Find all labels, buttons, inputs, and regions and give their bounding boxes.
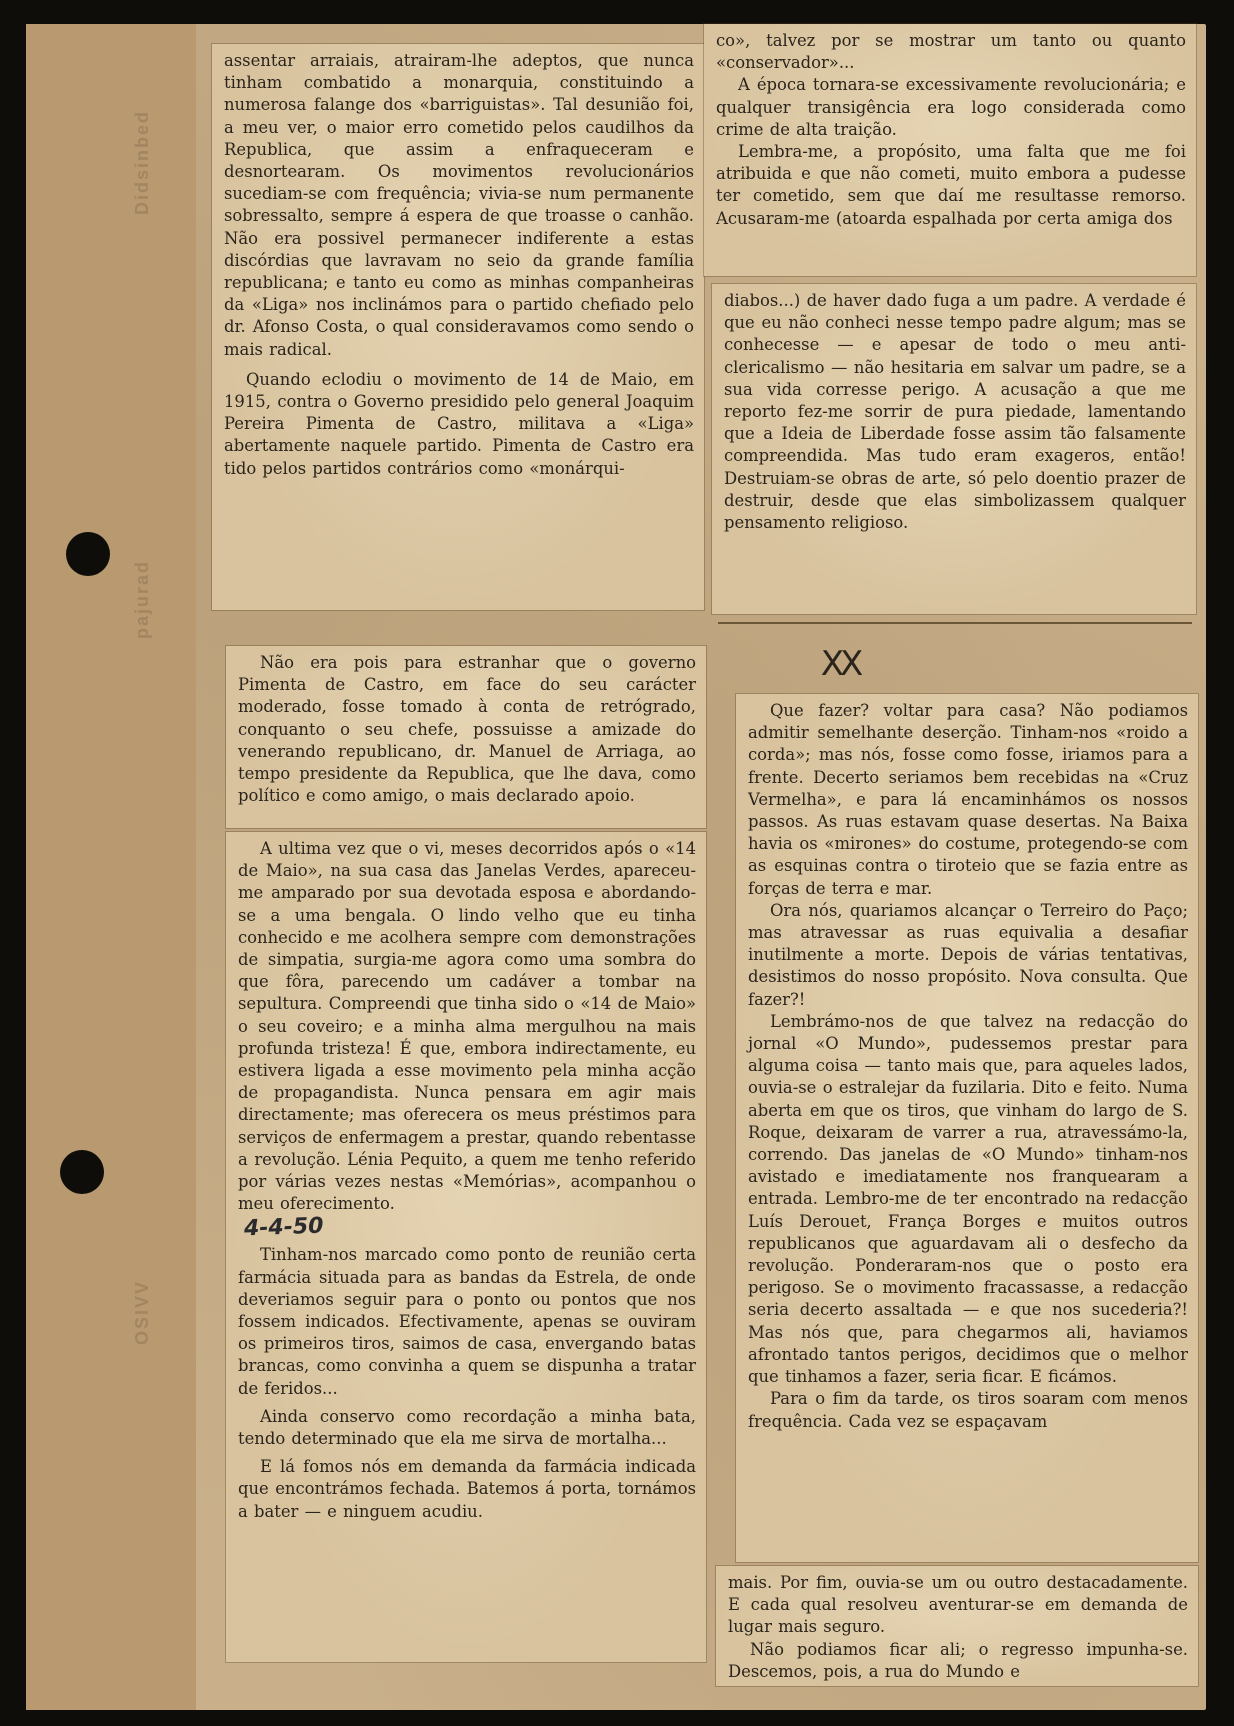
clipping-col1-top [212,44,704,610]
binding-strip [26,24,196,1710]
clipping-col1-bottom [226,832,706,1662]
clipping-col2-top [704,24,1196,276]
clipping-col1-mid [226,646,706,828]
punch-hole-bottom [60,1150,104,1194]
paragraph: A época tornara-se excessivamente revolucionária; e qualquer transigência era logo considerada como crime de alta traição. [716,75,1186,139]
paragraph: co», talvez por se mostrar um tanto ou quanto «conservador»... [716,31,1186,73]
punch-hole-top [66,532,110,576]
paragraph: Que fazer? voltar para casa? Não podiamos admitir semelhante deserção. Tinham-nos «roido a corda»; mas nós, fosse como fosse, iriamos para a frente. Decerto seriamos bem recebidas na «Cruz Vermelha», e para lá encaminhámos os nossos passos. As ruas estavam quase desertas. Na Baixa havia os «mirones» do costume, protegendo-se com as esquinas contra o tiroteio que se fazia entre as forças de terra e mar. [748,701,1188,898]
section-rule [718,622,1192,624]
paragraph: Não podiamos ficar ali; o regresso impunha-se. Descemos, pois, a rua do Mundo e [728,1639,1188,1681]
paragraph: Para o fim da tarde, os tiros soaram com menos frequência. Cada vez se espaçavam [748,1389,1188,1431]
paragraph: A ultima vez que o vi, meses decorridos após o «14 de Maio», na sua casa das Janelas Verdes, apareceu-me amparado por sua devotada esposa e abordando-se a uma bengala. O lindo velho que eu tinha conhecido e me acolhera sempre com demonstrações de simpatia, surgia-me agora como uma sombra do que fôra, parecendo um cadáver a tombar na sepultura. Compreendi que tinha sido o «14 de Maio» o seu coveiro; e a minha alma mergulhou na mais profunda tristeza! É que, embora indirectamente, eu estivera ligada a esse movimento pela minha acção de propagandista. Nunca pensara em agir mais directamente; mas oferecera os meus préstimos para serviços de enfermagem a prestar, quando rebentasse a revolução. Lénia Pequito, a quem me tenho referido por várias vezes nestas «Memórias», acompanhou o meu oferecimento. [238,839,696,1214]
paragraph: Não era pois para estranhar que o governo Pimenta de Castro, em face do seu carácter moderado, fosse tomado à conta de retrógrado, conquanto o seu chefe, possuisse a amizade do venerando republicano, dr. Manuel de Arriaga, ao tempo presidente da Republica, que lhe dava, como político e como amigo, o mais declarado apoio. [238,653,696,806]
paragraph: Tinham-nos marcado como ponto de reunião certa farmácia situada para as bandas da Estrela, de onde deveriamos seguir para o ponto ou pontos que nos fossem indicados. Efectivamente, apenas se ouviram os primeiros tiros, saimos de casa, envergando batas brancas, como convinha a quem se dispunha a tratar de feridos... [238,1245,696,1398]
strip-label-3: OSIVV [132,1280,152,1346]
paragraph: Lembrámo-nos de que talvez na redacção do jornal «O Mundo», pudessemos prestar para alguma coisa — tanto mais que, para aqueles lados, ouvia-se o estralejar da fuzilaria. Dito e feito. Numa aberta em que os tiros, que vinham do largo de S. Roque, deixaram de varrer a rua, atravessámo-la, correndo. Das janelas de «O Mundo» tinham-nos avistado e imediatamente nos franquearam a entrada. Lembro-me de ter encontrado na redacção Luís Derouet, França Borges e muitos outros republicanos que aguardavam ali o desfecho da revolução. Ponderaram-nos que o posto era perigoso. Se o movimento fracassasse, a redacção seria decerto assaltada — e que nos sucederia?! Mas nós que, para chegarmos ali, haviamos afrontado tantos perigos, decidimos que o melhor que tinhamos a fazer, seria ficar. E ficámos. [748,1011,1188,1387]
clipping-col2-bottom [736,694,1198,1562]
section-divider: XX [820,644,860,684]
paragraph: Quando eclodiu o movimento de 14 de Maio, em 1915, contra o Governo presidido pelo general Joaquim Pereira Pimenta de Castro, militava a «Liga» abertamente naquele partido. Pimenta de Castro era tido pelos partidos contrários como «monárqui- [224,369,694,478]
paragraph: Ainda conservo como recordação a minha bata, tendo determinado que ela me sirva de mortalha... [238,1406,696,1449]
paragraph: Lembra-me, a propósito, uma falta que me foi atribuida e que não cometi, muito embora a pudesse ter cometido, sem que daí me resultasse remorso. Acusaram-me (atoarda espalhada por certa amiga dos [716,142,1186,228]
strip-label-2: pajurad [132,560,152,640]
paragraph: E lá fomos nós em demanda da farmácia indicada que encontrámos fechada. Batemos á porta, tornámos a bater — e ninguem acudiu. [238,1457,696,1521]
paragraph: Ora nós, quariamos alcançar o Terreiro do Paço; mas atravessar as ruas equivalia a desafiar inutilmente a morte. Depois de várias tentativas, desistimos do nosso propósito. Nova consulta. Que fazer?! [748,900,1188,1009]
paragraph: diabos...) de haver dado fuga a um padre. A verdade é que eu não conheci nesse tempo padre algum; mas se conhecesse — e apesar de todo o meu anti-clericalismo — não hesitaria em salvar um padre, se a sua vida corresse perigo. A acusação a que me reporto fez-me sorrir de pura piedade, lamentando que a Ideia de Liberdade fosse assim tão falsamente compreendida. Mas tudo eram exageros, então! Destruiam-se obras de arte, só pelo doentio prazer de destruir, desde que elas simbolizassem qualquer pensamento religioso. [724,291,1186,533]
strip-label-1: Didsinbed [132,110,152,216]
clipping-col2-last [716,1566,1198,1686]
handwritten-date: 4-4-50 [243,1214,324,1242]
paragraph: assentar arraiais, atrairam-lhe adeptos, que nunca tinham combatido a monarquia, constituindo a numerosa falange dos «barriguistas». Tal desunião foi, a meu ver, o maior erro cometido pelos caudilhos da Republica, que assim a enfraqueceram e desnortearam. Os movimentos revolucionários sucediam-se com frequência; vivia-se num permanente sobressalto, sempre á espera de que troasse o canhão. Não era possivel permanecer indiferente a estas discórdias que lavravam no seio da grande família republicana; e tanto eu como as minhas companheiras da «Liga» nos inclinámos para o partido chefiado pelo dr. Afonso Costa, o qual consideravamos como sendo o mais radical. [224,51,694,359]
paragraph: mais. Por fim, ouvia-se um ou outro destacadamente. E cada qual resolveu aventurar-se em demanda de lugar mais seguro. [728,1573,1188,1637]
clipping-col2-mid [712,284,1196,614]
